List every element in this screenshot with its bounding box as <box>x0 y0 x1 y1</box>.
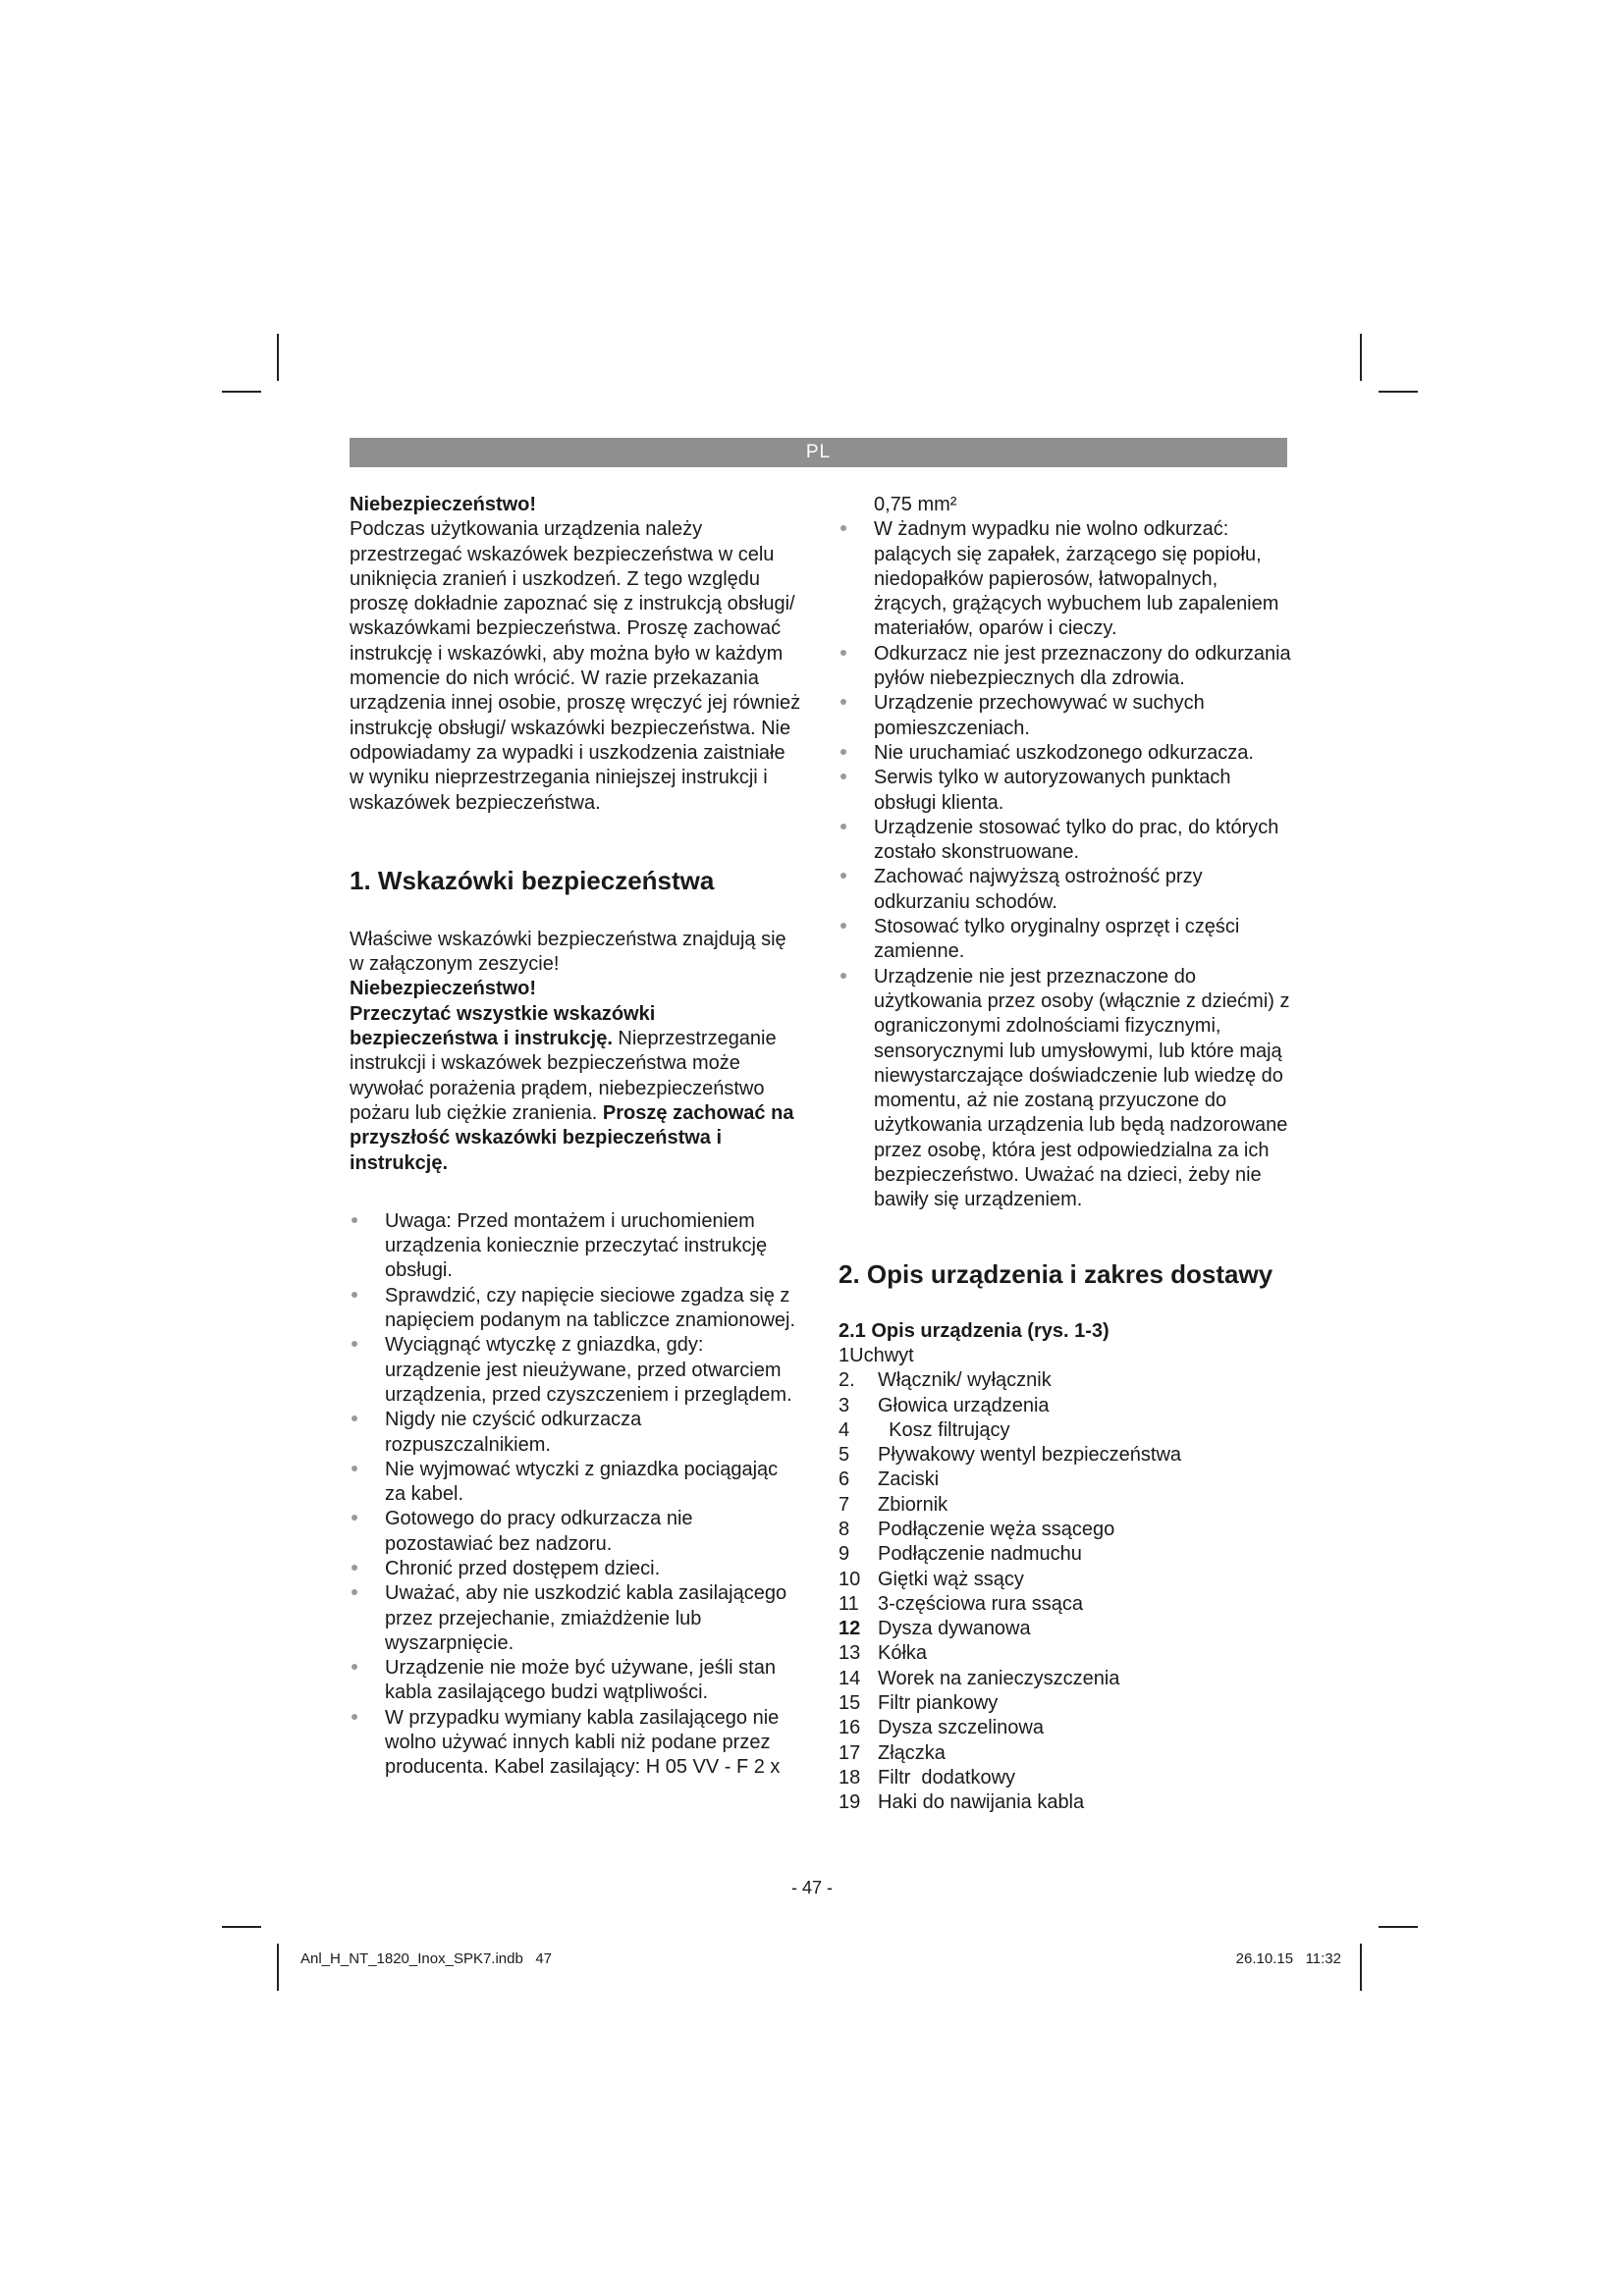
list-item: Wyciągnąć wtyczkę z gniazdka, gdy: urządzenie jest nieużywane, przed otwarciem urządzenia, przed czyszczeniem i przeglądem. <box>350 1333 803 1408</box>
list-item <box>839 1468 1295 1492</box>
list-item: Chronić przed dostępem dzieci. <box>350 1557 803 1581</box>
part-label: Kosz filtrujący <box>878 1418 1010 1441</box>
part-label: Podłączenie węża ssącego <box>878 1518 1115 1540</box>
part-number: 7 <box>839 1493 850 1516</box>
bold-instruction-1: Przeczytać wszystkie wskazówki bezpieczeństwa i instrukcję. <box>350 1002 656 1050</box>
list-item: Nie wyjmować wtyczki z gniazdka pociągając za kabel. <box>350 1458 803 1508</box>
safety-bullet-list-continued <box>839 517 1295 1212</box>
part-label: Głowica urządzenia <box>878 1394 1050 1416</box>
list-item <box>839 1766 1295 1790</box>
language-header-bar <box>350 438 1287 467</box>
footer-timestamp: 26.10.15 11:32 <box>1235 1950 1341 1967</box>
list-item: W przypadku wymiany kabla zasilającego nie wolno używać innych kabli niż podane przez producenta. Kabel zasilający: H 05 VV - F 2 x <box>350 1706 803 1781</box>
part-number: 6 <box>839 1468 850 1491</box>
list-item: Urządzenie nie może być używane, jeśli stan kabla zasilającego budzi wątpliwości. <box>350 1656 803 1706</box>
list-item <box>839 1568 1295 1592</box>
list-item <box>839 1667 1295 1691</box>
section-1-intro: Właściwe wskazówki bezpieczeństwa znajdują się w załączonym zeszycie! <box>350 928 786 976</box>
list-item: Zachować najwyższą ostrożność przy odkurzaniu schodów. <box>839 865 1295 915</box>
part-number: 4 <box>839 1418 850 1441</box>
crop-mark <box>1379 1926 1418 1928</box>
crop-mark <box>277 334 279 381</box>
list-item: Odkurzacz nie jest przeznaczony do odkurzania pyłów niebezpiecznych dla zdrowia. <box>839 642 1295 692</box>
list-item <box>839 1493 1295 1518</box>
list-item: Nie uruchamiać uszkodzonego odkurzacza. <box>839 741 1295 766</box>
part-label: Pływakowy wentyl bezpieczeństwa <box>878 1444 1182 1467</box>
list-item <box>839 1394 1295 1418</box>
list-item: Uwaga: Przed montażem i uruchomieniem urządzenia koniecznie przeczytać instrukcję obsługi. <box>350 1209 803 1284</box>
parts-list <box>839 1368 1295 1815</box>
intro-paragraph: Podczas użytkowania urządzenia należy przestrzegać wskazówek bezpieczeństwa w celu uniknięcia zranień i uszkodzeń. Z tego względu proszę dokładnie zapoznać się z instrukcją obsługi/ wskazówkami bezpieczeństwa. Proszę zachować instrukcję i wskazówki, aby można było w każdym momencie do nich wrócić. W razie przekazania urządzenia innej osobie, proszę wręczyć jej również instrukcję obsługi/ wskazówki bezpieczeństwa. Nie odpowiadamy za wypadki i uszkodzenia zaistniałe w wyniku nieprzestrzegania niniejszej instrukcji i wskazówek bezpieczeństwa. <box>350 518 801 814</box>
part-number: 10 <box>839 1568 861 1590</box>
list-item <box>839 1641 1295 1666</box>
bold-instruction-2: Proszę zachować na przyszłość wskazówki bezpieczeństwa i instrukcję. <box>350 1101 794 1174</box>
section-1-warning: Niebezpieczeństwo! <box>350 978 537 1000</box>
part-label: Zaciski <box>878 1468 940 1491</box>
list-item: Stosować tylko oryginalny osprzęt i części zamienne. <box>839 915 1295 965</box>
list-item <box>839 1592 1295 1617</box>
language-label: PL <box>805 442 832 462</box>
list-item <box>839 1691 1295 1716</box>
crop-mark <box>222 391 261 393</box>
list-item <box>839 1368 1295 1393</box>
subsection-2-1-heading: 2.1 Opis urządzenia (rys. 1-3) <box>839 1319 1110 1342</box>
part-label: Filtr dodatkowy <box>878 1766 1016 1789</box>
list-item <box>839 1790 1295 1815</box>
part-number: 18 <box>839 1766 861 1789</box>
crop-mark <box>1360 1944 1362 1991</box>
list-item: Urządzenie nie jest przeznaczone do użytkowania przez osoby (włącznie z dziećmi) z ograniczonymi zdolnościami fizycznymi, sensorycznymi lub umysłowymi, lub które mają niewystarczające doświadczenie lub wiedzę do momentu, aż nie zostaną przyuczone do użytkowania urządzenia lub będą nadzorowane przez osobę, która jest odpowiedzialna za ich bezpieczeństwo. Uważać na dzieci, żeby nie bawiły się urządzeniem. <box>839 965 1295 1213</box>
page-number: - 47 - <box>790 1878 833 1897</box>
list-item: Nigdy nie czyścić odkurzacza rozpuszczalnikiem. <box>350 1408 803 1458</box>
normal-instruction: Nieprzestrzeganie instrukcji i wskazówek bezpieczeństwa może wywołać porażenia prądem, niebezpieczeństwo pożaru lub ciężkie zranienia. <box>350 1028 777 1124</box>
list-item: W żadnym wypadku nie wolno odkurzać: palących się zapałek, żarzącego się popiołu, niedopałków papierosów, łatwopalnych, żrących, grążących wybuchem lub zapaleniem materiałów, oparów i cieczy. <box>839 517 1295 641</box>
continued-cable-spec: 0,75 mm² <box>874 494 957 515</box>
part-number: 16 <box>839 1717 861 1739</box>
crop-mark <box>222 1926 261 1928</box>
left-column <box>350 493 803 1781</box>
part-label: Dysza szczelinowa <box>878 1717 1044 1739</box>
part-number: 2. <box>839 1369 855 1392</box>
list-item <box>839 1418 1295 1443</box>
list-item: Urządzenie stosować tylko do prac, do których zostało skonstruowane. <box>839 816 1295 866</box>
list-item: Uważać, aby nie uszkodzić kabla zasilającego przez przejechanie, zmiażdżenie lub wyszarpnięcie. <box>350 1581 803 1656</box>
parts-first-item: 1Uchwyt <box>839 1344 914 1366</box>
section-2-heading: 2. Opis urządzenia i zakres dostawy <box>839 1258 1273 1289</box>
part-label: Dysza dywanowa <box>878 1618 1031 1640</box>
part-label: Zbiornik <box>878 1493 948 1516</box>
part-label: Podłączenie nadmuchu <box>878 1543 1082 1566</box>
part-number: 15 <box>839 1692 861 1715</box>
part-number: 8 <box>839 1518 850 1540</box>
list-item <box>839 1542 1295 1567</box>
crop-mark <box>277 1944 279 1991</box>
list-item <box>839 1443 1295 1468</box>
crop-mark <box>1360 334 1362 381</box>
part-number: 17 <box>839 1741 861 1764</box>
part-number: 9 <box>839 1543 850 1566</box>
part-number: 14 <box>839 1667 861 1689</box>
part-label: Giętki wąż ssący <box>878 1568 1024 1590</box>
list-item <box>839 1741 1295 1766</box>
right-column <box>839 493 1295 1816</box>
part-label: Worek na zanieczyszczenia <box>878 1667 1120 1689</box>
list-item: Gotowego do pracy odkurzacza nie pozostawiać bez nadzoru. <box>350 1507 803 1557</box>
part-label: Złączka <box>878 1741 946 1764</box>
part-label: Haki do nawijania kabla <box>878 1791 1085 1814</box>
footer-file-name: Anl_H_NT_1820_Inox_SPK7.indb 47 <box>300 1950 553 1967</box>
part-number: 11 <box>839 1592 859 1615</box>
part-number: 12 <box>839 1618 861 1640</box>
part-label: Kółka <box>878 1642 928 1665</box>
section-1-heading: 1. Wskazówki bezpieczeństwa <box>350 865 715 895</box>
part-label: 3-częściowa rura ssąca <box>878 1592 1083 1615</box>
intro-warning-title: Niebezpieczeństwo! <box>350 494 537 515</box>
list-item: Urządzenie przechowywać w suchych pomieszczeniach. <box>839 691 1295 741</box>
safety-bullet-list <box>350 1209 803 1781</box>
list-item <box>839 1617 1295 1641</box>
part-number: 13 <box>839 1642 861 1665</box>
list-item: Sprawdzić, czy napięcie sieciowe zgadza się z napięciem podanym na tabliczce znamionowej. <box>350 1284 803 1334</box>
crop-mark <box>1379 391 1418 393</box>
list-item <box>839 1518 1295 1542</box>
part-number: 19 <box>839 1791 861 1814</box>
part-label: Włącznik/ wyłącznik <box>878 1369 1052 1392</box>
list-item: Serwis tylko w autoryzowanych punktach obsługi klienta. <box>839 766 1295 816</box>
section-1-paragraph <box>350 1002 803 1176</box>
part-number: 3 <box>839 1394 850 1416</box>
list-item <box>839 1716 1295 1740</box>
part-label: Filtr piankowy <box>878 1692 999 1715</box>
part-number: 5 <box>839 1444 850 1467</box>
